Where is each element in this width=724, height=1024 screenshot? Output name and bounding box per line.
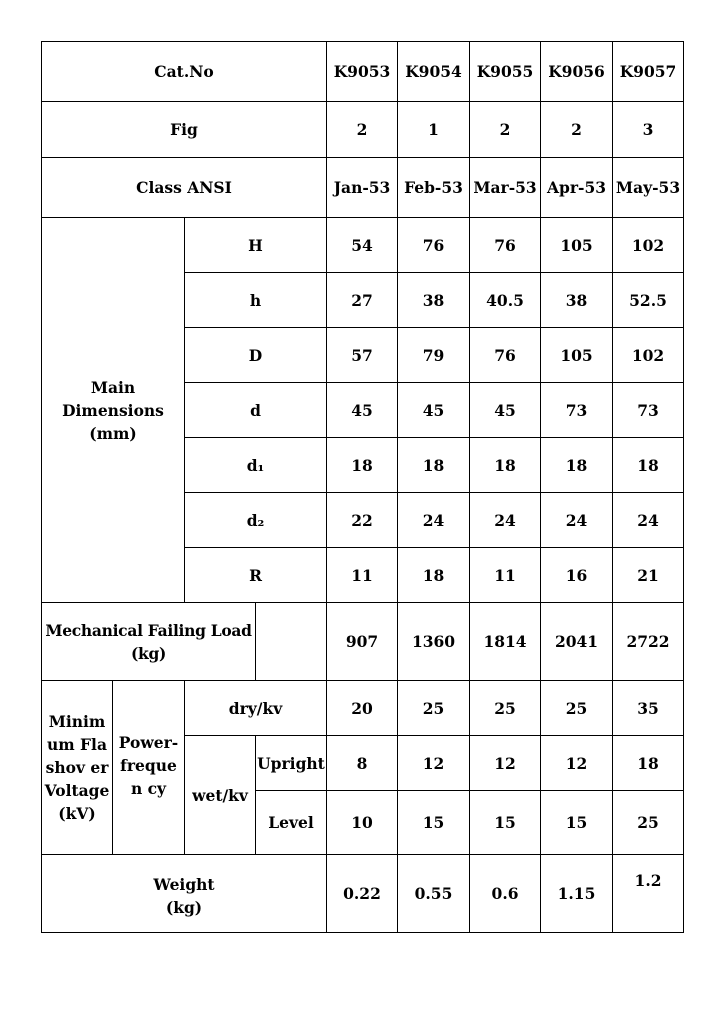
- fig-cell: 2: [470, 102, 541, 158]
- fig-cell: 3: [613, 102, 684, 158]
- cat-no-cell: K9057: [613, 42, 684, 102]
- weight-cell: 0.6: [470, 855, 541, 933]
- dimension-cell: 18: [398, 548, 470, 603]
- dimension-label: d: [185, 383, 327, 438]
- main-dimensions-label: Main Dimensions (mm): [42, 218, 185, 603]
- dimension-cell: 24: [470, 493, 541, 548]
- dimension-cell: 22: [327, 493, 398, 548]
- mechanical-failing-load-blank: [256, 603, 327, 681]
- mechanical-failing-load-cell: 2722: [613, 603, 684, 681]
- cat-no-cell: K9055: [470, 42, 541, 102]
- flashover-level-cell: 15: [398, 791, 470, 855]
- power-frequency-label: Power- frequen cy: [113, 681, 185, 855]
- dimension-cell: 18: [327, 438, 398, 493]
- dimension-cell: 11: [470, 548, 541, 603]
- weight-row: [42, 855, 684, 933]
- dimension-cell: 102: [613, 328, 684, 383]
- dimension-cell: 27: [327, 273, 398, 328]
- fig-cell: 2: [327, 102, 398, 158]
- wet-label: wet/kv: [185, 736, 256, 855]
- class-ansi-cell: May-53: [613, 158, 684, 218]
- fig-row: [42, 102, 684, 158]
- dimension-cell: 38: [398, 273, 470, 328]
- flashover-dry-cell: 35: [613, 681, 684, 736]
- class-ansi-label: Class ANSI: [42, 158, 327, 218]
- flashover-upright-cell: 18: [613, 736, 684, 791]
- flashover-dry-cell: 20: [327, 681, 398, 736]
- dimension-cell: 105: [541, 328, 613, 383]
- mechanical-failing-load-cell: 2041: [541, 603, 613, 681]
- dimension-cell: 57: [327, 328, 398, 383]
- dimension-cell: 73: [613, 383, 684, 438]
- dimension-cell: 16: [541, 548, 613, 603]
- flashover-dry-cell: 25: [541, 681, 613, 736]
- dimension-cell: 40.5: [470, 273, 541, 328]
- minimum-flashover-voltage-label: Minim um Flashov er Voltage (kV): [42, 681, 113, 855]
- fig-cell: 1: [398, 102, 470, 158]
- dimension-row-H: [42, 218, 684, 273]
- flashover-upright-cell: 12: [541, 736, 613, 791]
- dimension-cell: 18: [398, 438, 470, 493]
- flashover-level-cell: 10: [327, 791, 398, 855]
- dimension-cell: 18: [470, 438, 541, 493]
- dimension-label: d₁: [185, 438, 327, 493]
- weight-cell: 1.15: [541, 855, 613, 933]
- dimension-cell: 54: [327, 218, 398, 273]
- mechanical-failing-load-cell: 1814: [470, 603, 541, 681]
- weight-cell: 1.2: [613, 855, 684, 933]
- mechanical-failing-load-row: [42, 603, 684, 681]
- cat-no-cell: K9054: [398, 42, 470, 102]
- dimension-cell: 105: [541, 218, 613, 273]
- dimension-cell: 76: [398, 218, 470, 273]
- class-ansi-cell: Apr-53: [541, 158, 613, 218]
- flashover-upright-cell: 8: [327, 736, 398, 791]
- dimension-cell: 24: [613, 493, 684, 548]
- dimension-label: D: [185, 328, 327, 383]
- flashover-dry-cell: 25: [398, 681, 470, 736]
- dimension-cell: 24: [541, 493, 613, 548]
- dimension-label: d₂: [185, 493, 327, 548]
- mechanical-failing-load-label: Mechanical Failing Load (kg): [42, 603, 256, 681]
- class-ansi-cell: Jan-53: [327, 158, 398, 218]
- cat-no-cell: K9053: [327, 42, 398, 102]
- flashover-dry-cell: 25: [470, 681, 541, 736]
- dimension-cell: 73: [541, 383, 613, 438]
- mechanical-failing-load-cell: 1360: [398, 603, 470, 681]
- spec-table: [41, 41, 684, 933]
- class-ansi-cell: Mar-53: [470, 158, 541, 218]
- flashover-level-cell: 15: [541, 791, 613, 855]
- dimension-cell: 18: [613, 438, 684, 493]
- cat-no-cell: K9056: [541, 42, 613, 102]
- dimension-label: H: [185, 218, 327, 273]
- fig-cell: 2: [541, 102, 613, 158]
- weight-label: Weight (kg): [42, 855, 327, 933]
- dimension-cell: 18: [541, 438, 613, 493]
- dimension-cell: 21: [613, 548, 684, 603]
- flashover-level-cell: 25: [613, 791, 684, 855]
- upright-label: Upright: [256, 736, 327, 791]
- class-ansi-row: [42, 158, 684, 218]
- dimension-label: R: [185, 548, 327, 603]
- level-label: Level: [256, 791, 327, 855]
- cat-no-label: Cat.No: [42, 42, 327, 102]
- dimension-cell: 79: [398, 328, 470, 383]
- dimension-cell: 102: [613, 218, 684, 273]
- dimension-cell: 24: [398, 493, 470, 548]
- dimension-cell: 38: [541, 273, 613, 328]
- dimension-cell: 76: [470, 218, 541, 273]
- class-ansi-cell: Feb-53: [398, 158, 470, 218]
- flashover-upright-cell: 12: [398, 736, 470, 791]
- dimension-cell: 45: [470, 383, 541, 438]
- dimension-cell: 11: [327, 548, 398, 603]
- dimension-cell: 52.5: [613, 273, 684, 328]
- dimension-cell: 76: [470, 328, 541, 383]
- dimension-cell: 45: [327, 383, 398, 438]
- flashover-dry-row: [42, 681, 684, 736]
- dimension-label: h: [185, 273, 327, 328]
- flashover-upright-cell: 12: [470, 736, 541, 791]
- dimension-cell: 45: [398, 383, 470, 438]
- mechanical-failing-load-cell: 907: [327, 603, 398, 681]
- cat-no-row: [42, 42, 684, 102]
- weight-cell: 0.55: [398, 855, 470, 933]
- flashover-level-cell: 15: [470, 791, 541, 855]
- fig-label: Fig: [42, 102, 327, 158]
- weight-cell: 0.22: [327, 855, 398, 933]
- dry-label: dry/kv: [185, 681, 327, 736]
